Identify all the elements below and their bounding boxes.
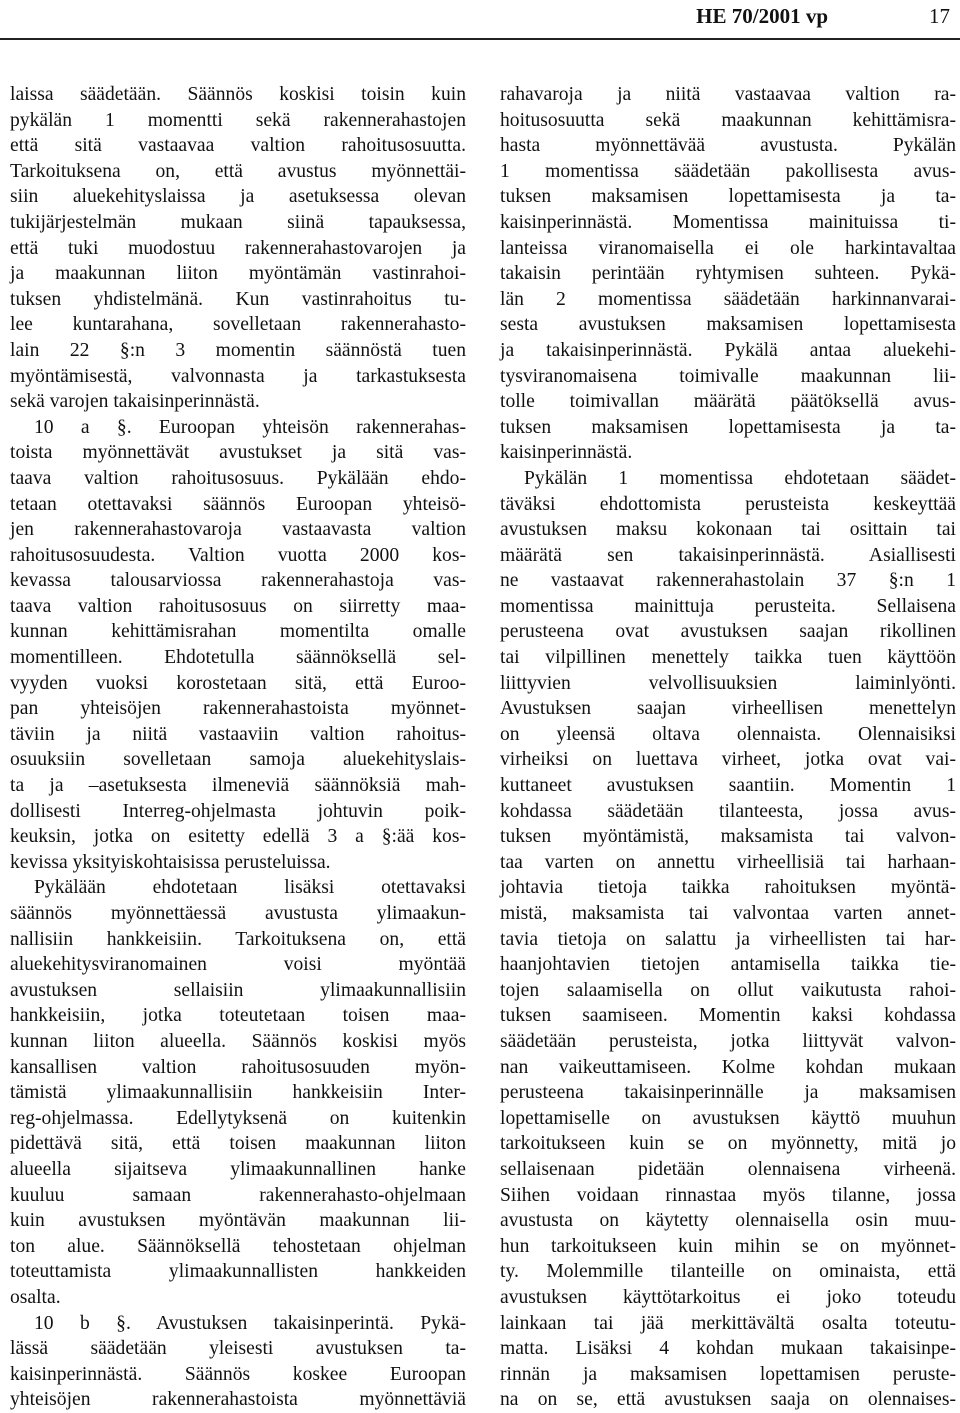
text-line: kunnan liiton alueella. Säännös koskisi myös: [10, 1030, 466, 1052]
text-line: kuuluu samaan rakennerahasto-ohjelmaan: [10, 1184, 466, 1206]
text-line: Pykälään ehdotetaan lisäksi otettavaksi: [34, 877, 466, 899]
text-line: ty. Molemmille tilanteille on ominaista, että: [500, 1261, 956, 1283]
text-line: tuksen maksamisen lopettamisesta ja ta-: [500, 186, 956, 208]
text-line: kaisinperinnästä.: [500, 442, 633, 464]
text-line: reg-ohjelmassa. Edellytyksenä on kuitenkin: [10, 1107, 466, 1129]
text-line: rahavaroja ja niitä vastaavaa valtion ra-: [500, 84, 956, 105]
text-line: tolle toimivallan määrätä päätöksellä avus-: [500, 391, 956, 413]
text-line: tai vilpillinen menettely taikka tuen käyttöön: [500, 647, 956, 669]
text-line: kuttaneet avustuksen saantiin. Momentin 1: [500, 775, 956, 797]
text-line: johtavia tietoja taikka rahoituksen myöntä-: [500, 877, 956, 899]
text-line: laissa säädetään. Säännös koskisi toisin kuin: [10, 84, 466, 105]
text-line: Avustuksen saajan virheellisen menettelyn: [500, 698, 956, 720]
text-line: kaisinperinnästä. Säännös koskee Euroopan: [10, 1363, 466, 1385]
text-line: ne vastaavat rakennerahastolain 37 §:n 1: [500, 570, 956, 592]
text-line: tetaan otettavaksi säännös Euroopan yhteisö-: [10, 493, 466, 515]
text-line: tuksen saamiseen. Momentin kaksi kohdassa: [500, 1005, 956, 1027]
text-line: tarkoitukseen kuin se on myönnetty, mitä jo: [500, 1133, 956, 1155]
text-line: tukijärjestelmän mukaan siinä tapauksessa,: [10, 211, 466, 233]
text-line: lain 22 §:n 3 momentin säännöstä tuen: [10, 339, 466, 361]
text-line: tuksen yhdistelmänä. Kun vastinrahoitus tu-: [10, 288, 466, 310]
text-line: Siihen voidaan rinnastaa myös tilanne, jossa: [500, 1184, 956, 1206]
text-line: siin aluekehityslaissa ja asetuksessa olevan: [10, 186, 466, 208]
text-line: ja takaisinperinnästä. Pykälä antaa aluekehi-: [500, 339, 956, 361]
text-line: haanjohtavien tietojen antamisella taikka tie-: [500, 954, 956, 976]
text-line: vyyden vuoksi korostetaan sitä, että Euroo-: [10, 672, 466, 694]
text-line: taava valtion rahoitusosuus. Pykälään ehdo-: [10, 467, 466, 489]
text-line: tavia tietoja on salattu ja virheellisten tai har-: [500, 928, 956, 950]
text-line: kansallisen valtion rahoitusosuuden myön-: [10, 1056, 466, 1078]
text-line: nallisiin hankkeisiin. Tarkoituksena on, että: [10, 928, 466, 950]
text-line: kunnan kehittämisrahan momentilta omalle: [10, 621, 466, 643]
text-line: taa varten on annettu virheellisiä tai harhaan-: [500, 851, 956, 873]
text-line: pykälän 1 momentti sekä rakennerahastojen: [10, 109, 466, 131]
text-line: säännös myönnettäessä avustusta ylimaakun-: [10, 903, 466, 924]
text-line: tuksen myöntämistä, maksamista tai valvon-: [500, 826, 956, 848]
text-line: että sitä vastaavaa valtion rahoitusosuutta.: [10, 135, 466, 157]
text-line: sekä varojen takaisinperinnästä.: [10, 391, 260, 413]
text-line: avustuksen käyttötarkoitus ei joko toteudu: [500, 1286, 956, 1308]
text-line: ja maakunnan liiton myöntämän vastinrahoi-: [10, 263, 466, 285]
text-line: sellaisenaan pidetään olennaisena virheenä.: [500, 1158, 956, 1180]
text-line: toista myönnettävät avustukset ja sitä vas-: [10, 442, 466, 464]
document-id: HE 70/2001 vp: [696, 4, 828, 28]
text-line: perusteena ovat avustuksen saajan rikollinen: [500, 621, 956, 643]
text-line: virheiksi on luettava virheet, jotka ovat vai-: [500, 749, 956, 771]
text-line: myöntämisestä, valvonnasta ja tarkastuksesta: [10, 365, 466, 387]
text-line: tuksen maksamisen lopettamisesta ja ta-: [500, 416, 956, 438]
left-column: [10, 82, 466, 1413]
text-line: on yleensä oltava olennaista. Olennaisiksi: [500, 723, 956, 745]
text-line: määrätä sen takaisinperinnästä. Asiallisesti: [500, 544, 956, 566]
text-line: tämistä ylimaakunnallisiin hankkeisiin Inter-: [10, 1082, 466, 1104]
text-line: toteuttamista ylimaakunnallisten hankkeiden: [10, 1261, 466, 1283]
text-line: 10 a §. Euroopan yhteisön rakennerahas-: [34, 416, 466, 438]
text-line: lanteissa viranomaisella ei ole harkintavaltaa: [500, 237, 956, 259]
text-line: kevassa talousarviossa rakennerahastoja vas-: [10, 570, 466, 592]
text-line: hoitusosuutta sekä maakunnan kehittämisra-: [500, 109, 956, 131]
page-header: [0, 4, 960, 34]
text-line: län 2 momentissa säädetään harkinnanvarai-: [500, 288, 956, 310]
text-line: aluekehitysviranomainen voisi myöntää: [10, 954, 466, 976]
text-line: rinnän ja maksamisen lopettamisen peruste-: [500, 1363, 956, 1385]
text-line: osalta.: [10, 1286, 61, 1308]
text-line: ton alue. Säännöksellä tehostetaan ohjelman: [10, 1235, 466, 1257]
text-line: matta. Lisäksi 4 kohdan mukaan takaisinpe-: [500, 1338, 956, 1360]
text-line: takaisin perintään ryhtymisen suhteen. Pykä-: [500, 263, 956, 285]
text-line: säädetään perusteista, jotka liittyvät valvon-: [500, 1030, 956, 1052]
text-line: kaisinperinnästä. Momentissa mainituissa ti-: [500, 211, 956, 233]
text-line: hasta myönnettävää avustusta. Pykälän: [500, 135, 956, 157]
text-line: kuin avustuksen myöntävän maakunnan lii-: [10, 1210, 466, 1232]
header-rule: [0, 38, 960, 40]
text-line: alueella sijaitseva ylimaakunnallinen hanke: [10, 1158, 466, 1180]
text-line: osuuksiin sovelletaan samoja aluekehityslais-: [10, 749, 466, 771]
text-line: Tarkoituksena on, että avustus myönnettäi-: [10, 160, 466, 182]
text-line: kohdassa säädetään tilanteesta, jossa avus-: [500, 800, 956, 822]
text-line: taava valtion rahoitusosuus on siirretty maa-: [10, 595, 466, 617]
text-line: yhteisöjen rakennerahastoista myönnettäviä: [10, 1389, 466, 1411]
text-line: sesta avustuksen maksamisen lopettamisesta: [500, 314, 956, 336]
text-line: keuksin, jotka on esitetty edellä 3 a §:ää kos-: [10, 826, 466, 848]
text-line: rahoitusosuudesta. Valtion vuotta 2000 kos-: [10, 544, 466, 566]
text-line: momentissa mainittuja perusteita. Sellaisena: [500, 595, 956, 617]
text-line: hankkeisiin, jotka toteutetaan toisen maa-: [10, 1005, 466, 1027]
page-number: 17: [929, 4, 950, 28]
text-line: täväksi ehdottomista perusteista keskeyttää: [500, 493, 956, 515]
text-line: nan vaikeuttamiseen. Kolme kohdan mukaan: [500, 1056, 956, 1078]
text-line: na on se, että avustuksen saaja on olennaises-: [500, 1389, 956, 1411]
text-line: lee kuntarahana, sovelletaan rakennerahasto-: [10, 314, 466, 336]
text-line: jen rakennerahastovaroja vastaavasta valtion: [10, 519, 466, 541]
text-line: että tuki muodostuu rakennerahastovarojen ja: [10, 237, 466, 259]
text-line: ta ja –asetuksesta ilmeneviä säännöksiä mah-: [10, 775, 466, 797]
text-line: pidettävä sitä, että toisen maakunnan liiton: [10, 1133, 466, 1155]
text-line: avustuksen maksu kokonaan tai osittain tai: [500, 519, 956, 541]
text-line: avustusta on käytetty olennaisella osin muu-: [500, 1210, 956, 1232]
text-line: dollisesti Interreg-ohjelmasta johtuvin poik-: [10, 800, 466, 822]
text-line: kevissa yksityiskohtaisissa perusteluissa.: [10, 851, 331, 873]
text-line: täviin ja niitä vastaaviin valtion rahoitus-: [10, 723, 466, 745]
text-line: avustuksen sellaisiin ylimaakunnallisiin: [10, 979, 466, 1001]
text-line: tojen salaamisella on ollut vaikutusta rahoi-: [500, 979, 956, 1001]
text-line: lopettamiselle on avustuksen käyttö muuhun: [500, 1107, 956, 1129]
text-line: lainkaan tai jää merkittävältä osalta toteutu-: [500, 1312, 956, 1334]
text-line: mistä, maksamista tai valvontaa varten annet-: [500, 903, 956, 924]
text-line: tysviranomaisena toimivalle maakunnan lii-: [500, 365, 956, 387]
text-line: perusteena takaisinperinnälle ja maksamisen: [500, 1082, 956, 1104]
text-line: lässä säädetään yleisesti avustuksen ta-: [10, 1338, 466, 1360]
text-line: momentilleen. Ehdotetulla säännöksellä sel-: [10, 647, 466, 669]
text-line: 1 momentissa säädetään pakollisesta avus-: [500, 160, 956, 182]
text-line: pan yhteisöjen rakennerahastoista myönnet-: [10, 698, 466, 720]
text-line: Pykälän 1 momentissa ehdotetaan säädet-: [524, 467, 956, 489]
text-line: liittyvien velvollisuuksien laiminlyönti.: [500, 672, 956, 694]
text-line: 10 b §. Avustuksen takaisinperintä. Pykä-: [34, 1312, 466, 1334]
right-column: [500, 82, 956, 1413]
text-line: hun tarkoitukseen kuin mihin se on myönnet-: [500, 1235, 956, 1257]
